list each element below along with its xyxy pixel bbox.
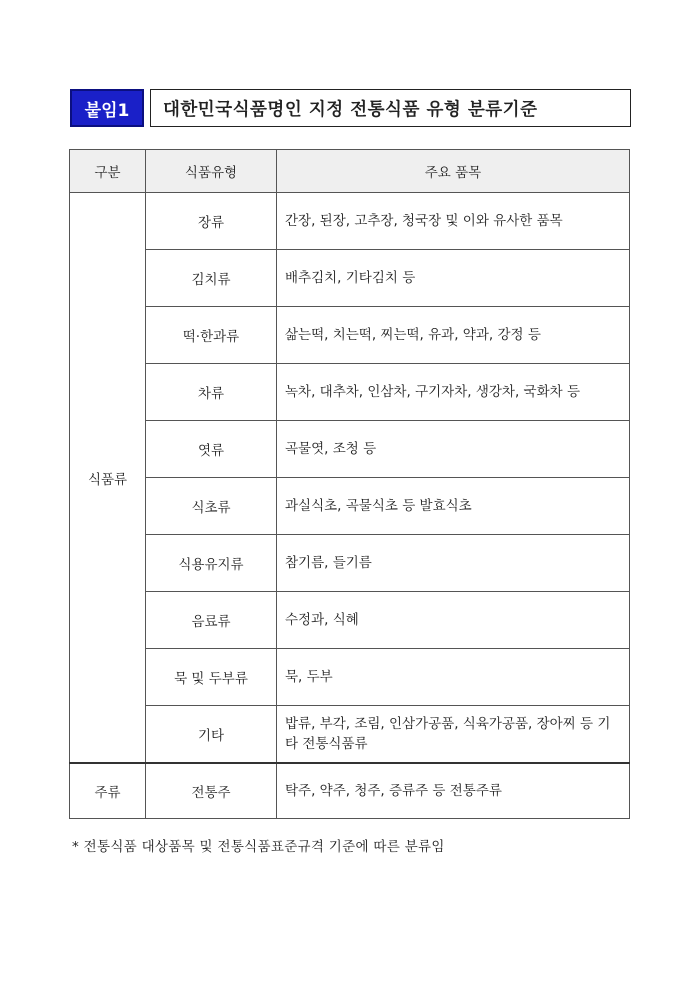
classification-table: [69, 149, 630, 819]
main-items-cell: 배추김치, 기타김치 등: [277, 250, 630, 307]
table-row: [70, 535, 630, 592]
food-type-cell: 식용유지류: [146, 535, 277, 592]
food-type-cell: 김치류: [146, 250, 277, 307]
food-type-cell: 전통주: [146, 763, 277, 819]
food-type-cell: 묵 및 두부류: [146, 649, 277, 706]
column-header-category: 구분: [70, 150, 146, 193]
table-row: [70, 364, 630, 421]
food-type-cell: 음료류: [146, 592, 277, 649]
food-type-cell: 기타: [146, 706, 277, 764]
table-row: [70, 421, 630, 478]
main-items-cell: 탁주, 약주, 청주, 증류주 등 전통주류: [277, 763, 630, 819]
table-row: [70, 193, 630, 250]
document-title: 대한민국식품명인 지정 전통식품 유형 분류기준: [150, 89, 631, 127]
table-row: [70, 592, 630, 649]
food-type-cell: 떡·한과류: [146, 307, 277, 364]
main-items-cell: 녹차, 대추차, 인삼차, 구기자차, 생강차, 국화차 등: [277, 364, 630, 421]
column-header-main-items: 주요 품목: [277, 150, 630, 193]
category-cell-liquor: 주류: [70, 763, 146, 819]
main-items-cell: 묵, 두부: [277, 649, 630, 706]
table-row: [70, 763, 630, 819]
document-header: [70, 89, 538, 127]
main-items-cell: 밥류, 부각, 조림, 인삼가공품, 식육가공품, 장아찌 등 기타 전통식품류: [277, 706, 630, 764]
table-row: [70, 478, 630, 535]
table-row: [70, 307, 630, 364]
attachment-badge: 붙임1: [70, 89, 144, 127]
table-row: [70, 250, 630, 307]
main-items-cell: 수정과, 식혜: [277, 592, 630, 649]
table-row: [70, 649, 630, 706]
main-items-cell: 참기름, 들기름: [277, 535, 630, 592]
food-type-cell: 엿류: [146, 421, 277, 478]
footnote: * 전통식품 대상품목 및 전통식품표준규격 기준에 따른 분류임: [72, 839, 445, 855]
food-type-cell: 장류: [146, 193, 277, 250]
column-header-food-type: 식품유형: [146, 150, 277, 193]
main-items-cell: 곡물엿, 조청 등: [277, 421, 630, 478]
main-items-cell: 간장, 된장, 고추장, 청국장 및 이와 유사한 품목: [277, 193, 630, 250]
food-type-cell: 식초류: [146, 478, 277, 535]
main-items-cell: 과실식초, 곡물식초 등 발효식초: [277, 478, 630, 535]
table-header-row: [70, 150, 630, 193]
table-row: [70, 706, 630, 764]
main-items-cell: 삶는떡, 치는떡, 찌는떡, 유과, 약과, 강정 등: [277, 307, 630, 364]
category-cell-food: 식품류: [70, 193, 146, 764]
food-type-cell: 차류: [146, 364, 277, 421]
